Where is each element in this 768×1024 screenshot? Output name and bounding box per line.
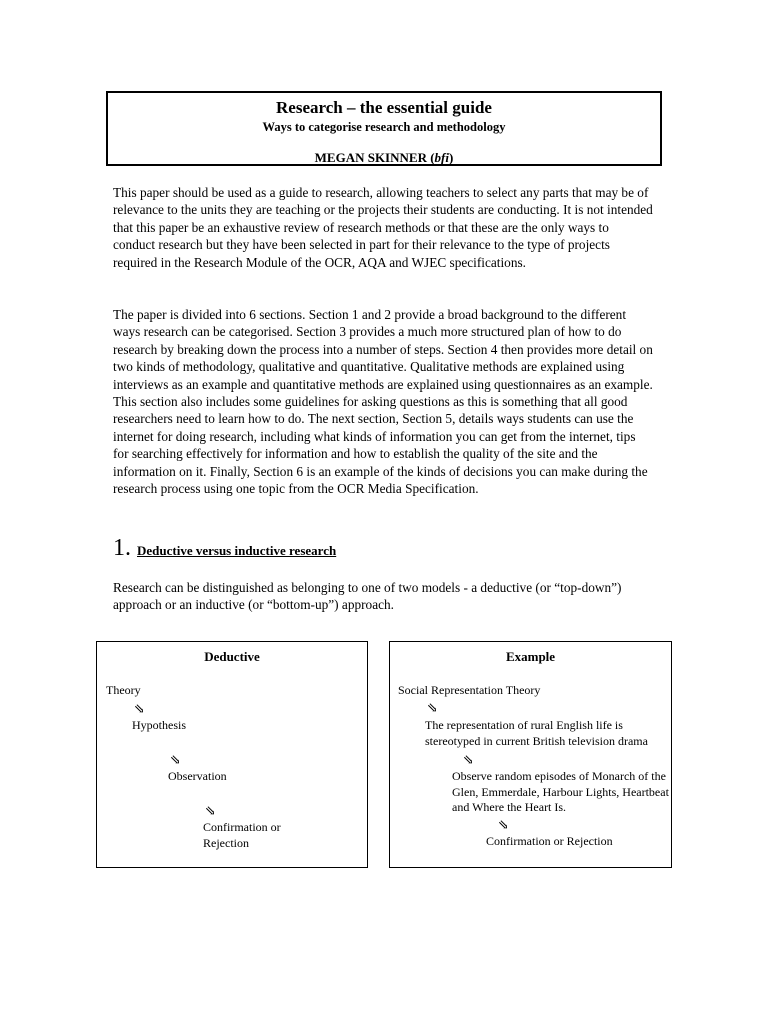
arrow-down-right-icon: ⇘ — [498, 817, 509, 832]
example-step-hypothesis: The representation of rural English life is stereotyped in current British television drama — [425, 718, 648, 748]
example-step-confirmation: Confirmation or Rejection — [486, 834, 613, 848]
author-organisation: bfi — [434, 150, 449, 165]
arrow-down-right-icon: ⇘ — [134, 701, 145, 716]
section-number: 1. — [113, 535, 131, 561]
title-box — [106, 91, 662, 166]
arrow-down-right-icon: ⇘ — [427, 700, 438, 715]
intro-paragraph-1: This paper should be used as a guide to research, allowing teachers to select any parts that may be of relevance to the units they are teaching or the projects their students are conducting. It is not intended that this paper be an exhaustive review of research methods or that these are the only ways to conduct research but they have been selected in part for their relevance to the type of projects required in the Research Module of the OCR, AQA and WJEC specifications. — [113, 185, 653, 270]
deductive-step-confirmation: Confirmation or Rejection — [203, 820, 281, 850]
example-box-title: Example — [505, 649, 556, 664]
intro-paragraph-2: The paper is divided into 6 sections. Section 1 and 2 provide a broad background to the different ways research can be categorised. Section 3 provides a much more structured plan of how to do research by breaking down the process into a number of steps. Section 4 then provides more detail on two kinds of methodology, qualitative and quantitative. Qualitative methods are explained using interviews as an example and quantitative methods are explained using questionnaires as an example. This section also includes some guidelines for asking questions as this is something that all good researchers need to learn how to do. The next section, Section 5, details ways students can use the internet for doing research, including what kinds of information you can get from the internet, tips for searching effectively for information and how to establish the quality of the site and the information on it. Finally, Section 6 is an example of the kinds of decisions you can make during the research process using one topic from the OCR Media Specification. — [113, 307, 653, 497]
document-subtitle: Ways to categorise research and methodology — [262, 120, 506, 134]
arrow-down-right-icon: ⇘ — [170, 752, 181, 767]
author-close: ) — [449, 150, 454, 165]
section-title: Deductive versus inductive research — [137, 543, 337, 558]
deductive-step-hypothesis: Hypothesis — [132, 718, 186, 732]
deductive-box — [96, 641, 368, 868]
deductive-step-theory: Theory — [106, 683, 141, 697]
example-step-observation: Observe random episodes of Monarch of the Glen, Emmerdale, Harbour Lights, Heartbeat and Where the Heart Is. — [452, 769, 669, 814]
deductive-step-observation: Observation — [168, 769, 227, 783]
section-1-heading — [113, 535, 336, 562]
arrow-down-right-icon: ⇘ — [463, 752, 474, 767]
section-1-paragraph: Research can be distinguished as belonging to one of two models - a deductive (or “top-down”) approach or an inductive (or “bottom-up”) approach. — [113, 580, 622, 613]
deductive-box-title: Deductive — [204, 649, 260, 664]
document-title: Research – the essential guide — [276, 98, 492, 117]
arrow-down-right-icon: ⇘ — [205, 803, 216, 818]
example-box — [389, 641, 672, 868]
document-author — [108, 150, 660, 166]
example-step-theory: Social Representation Theory — [398, 683, 541, 697]
author-name: MEGAN SKINNER ( — [314, 150, 435, 165]
